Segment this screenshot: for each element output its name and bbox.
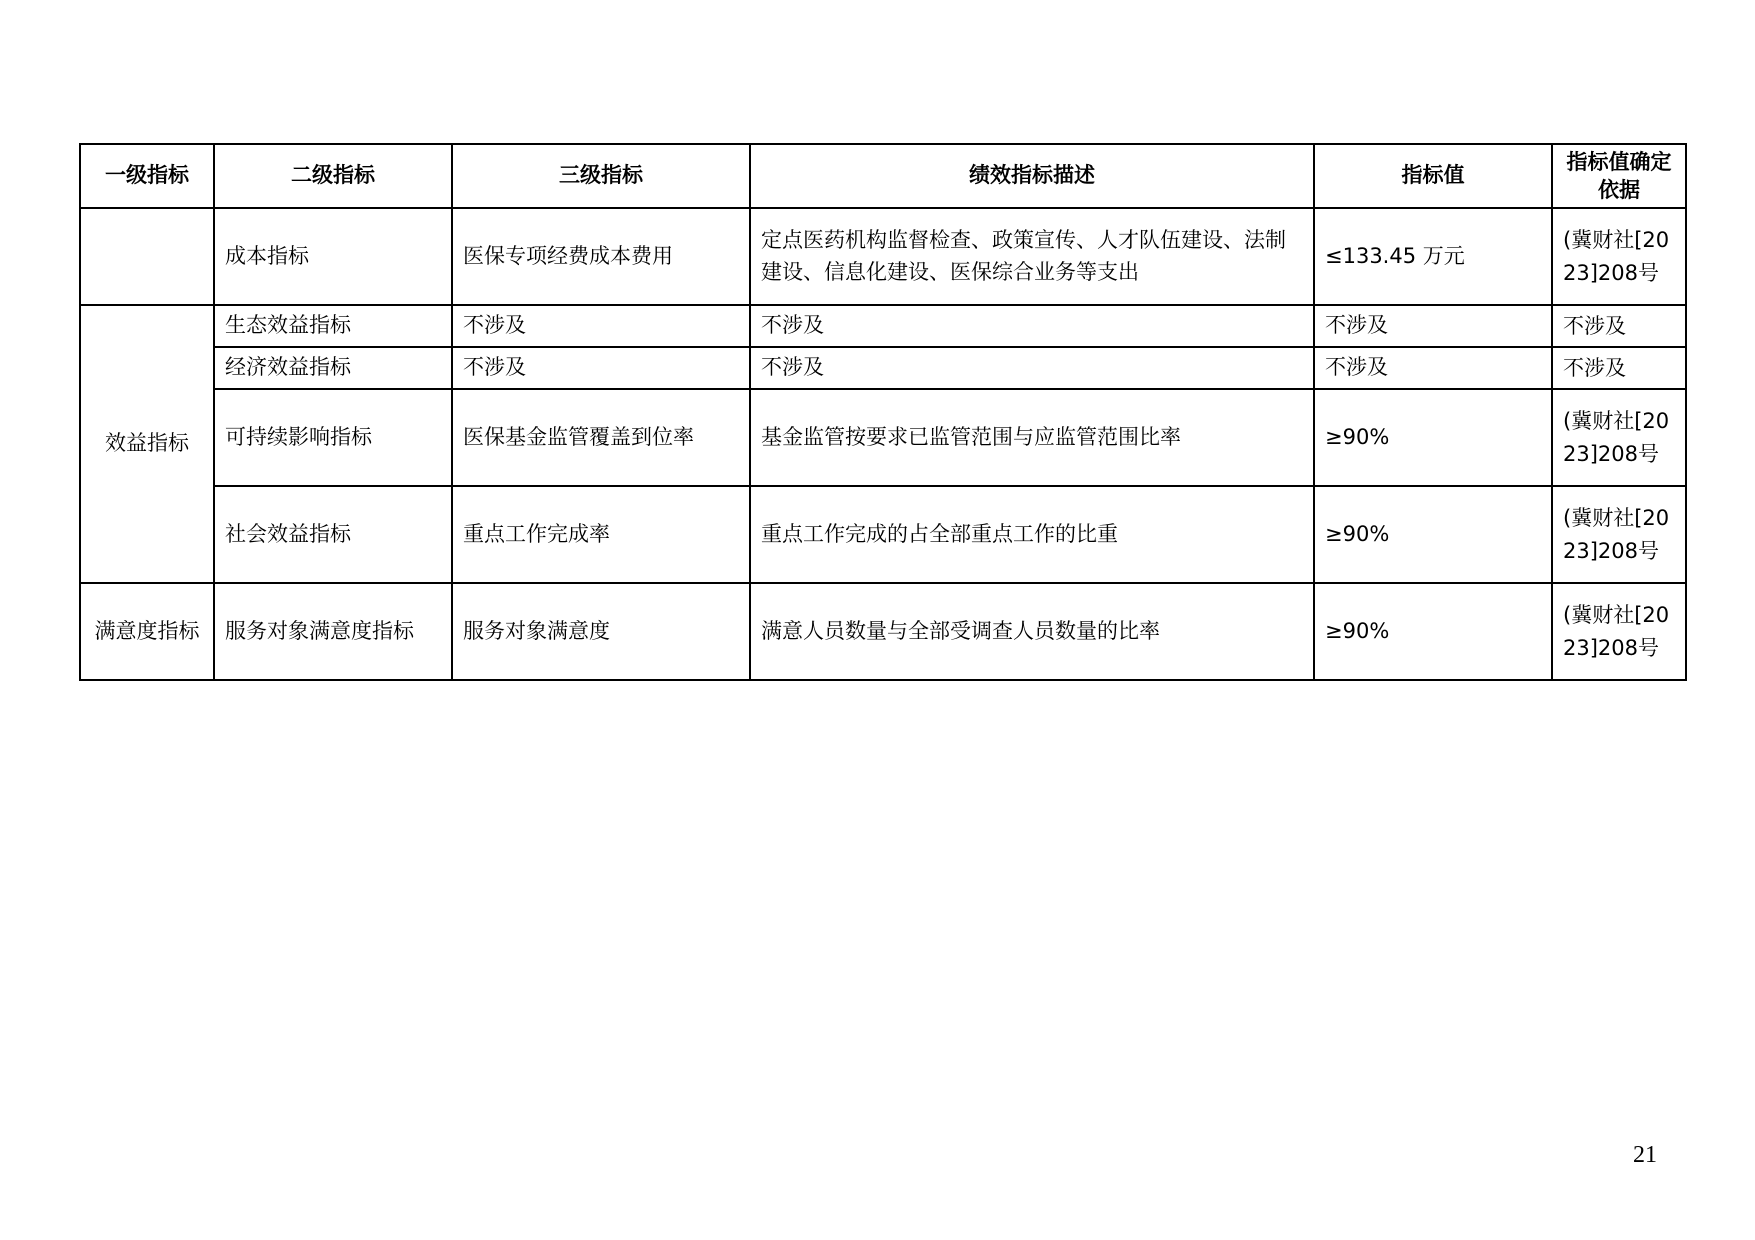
value-cell: ≥90% <box>1314 583 1552 680</box>
level2-cell: 生态效益指标 <box>214 305 452 347</box>
value-cell: ≥90% <box>1314 389 1552 486</box>
description-cell: 不涉及 <box>750 347 1314 389</box>
table-row <box>80 208 1686 305</box>
level1-cell: 满意度指标 <box>80 583 214 680</box>
level3-cell: 不涉及 <box>452 305 750 347</box>
basis-cell: (冀财社[2023]208号 <box>1552 583 1686 680</box>
table-row <box>80 486 1686 583</box>
description-cell: 满意人员数量与全部受调查人员数量的比率 <box>750 583 1314 680</box>
basis-cell: 不涉及 <box>1552 347 1686 389</box>
description-cell: 基金监管按要求已监管范围与应监管范围比率 <box>750 389 1314 486</box>
level2-cell: 经济效益指标 <box>214 347 452 389</box>
level2-cell: 服务对象满意度指标 <box>214 583 452 680</box>
basis-cell: (冀财社[2023]208号 <box>1552 208 1686 305</box>
description-cell: 定点医药机构监督检查、政策宣传、人才队伍建设、法制建设、信息化建设、医保综合业务等支出 <box>750 208 1314 305</box>
table-header-row <box>80 144 1686 208</box>
level2-cell: 成本指标 <box>214 208 452 305</box>
level1-cell-empty <box>80 208 214 305</box>
table-row <box>80 583 1686 680</box>
header-level2: 二级指标 <box>214 144 452 208</box>
table-row <box>80 347 1686 389</box>
value-cell: 不涉及 <box>1314 305 1552 347</box>
header-basis: 指标值确定依据 <box>1552 144 1686 208</box>
header-level1: 一级指标 <box>80 144 214 208</box>
level3-cell: 服务对象满意度 <box>452 583 750 680</box>
header-description: 绩效指标描述 <box>750 144 1314 208</box>
level3-cell: 医保专项经费成本费用 <box>452 208 750 305</box>
basis-cell: (冀财社[2023]208号 <box>1552 389 1686 486</box>
performance-indicator-table <box>79 143 1687 681</box>
basis-cell: 不涉及 <box>1552 305 1686 347</box>
description-cell: 不涉及 <box>750 305 1314 347</box>
basis-cell: (冀财社[2023]208号 <box>1552 486 1686 583</box>
page-number: 21 <box>1633 1142 1657 1168</box>
table-row <box>80 305 1686 347</box>
value-cell: ≤133.45 万元 <box>1314 208 1552 305</box>
header-value: 指标值 <box>1314 144 1552 208</box>
value-cell: 不涉及 <box>1314 347 1552 389</box>
description-cell: 重点工作完成的占全部重点工作的比重 <box>750 486 1314 583</box>
level2-cell: 社会效益指标 <box>214 486 452 583</box>
table-row <box>80 389 1686 486</box>
level3-cell: 医保基金监管覆盖到位率 <box>452 389 750 486</box>
header-level3: 三级指标 <box>452 144 750 208</box>
level3-cell: 不涉及 <box>452 347 750 389</box>
level1-cell: 效益指标 <box>80 305 214 583</box>
value-cell: ≥90% <box>1314 486 1552 583</box>
level2-cell: 可持续影响指标 <box>214 389 452 486</box>
level3-cell: 重点工作完成率 <box>452 486 750 583</box>
